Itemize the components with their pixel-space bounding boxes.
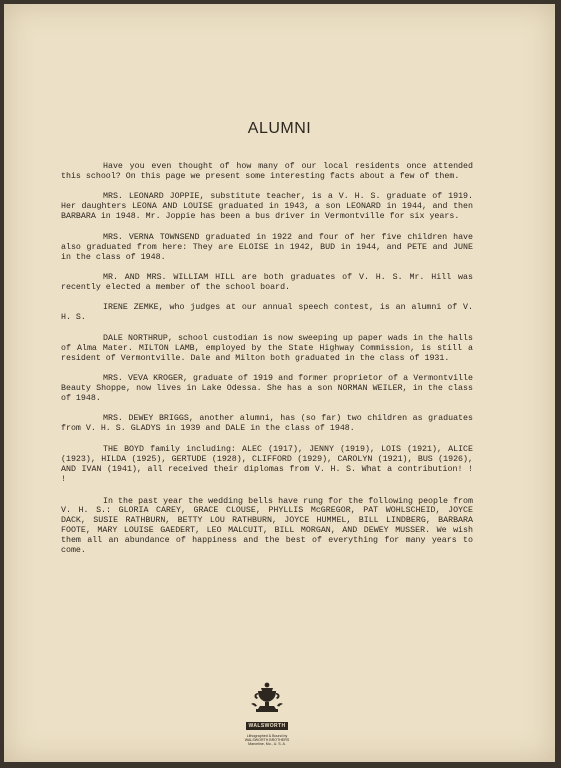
printer-logo bbox=[230, 680, 304, 747]
hill-paragraph: MR. AND MRS. WILLIAM HILL are both graduates of V. H. S. Mr. Hill was recently elected a member of the school board. bbox=[61, 273, 473, 292]
intro-paragraph: Have you even thought of how many of our local residents once attended this school? On this page we present some interesting facts about a few of them. bbox=[61, 162, 473, 181]
page-title: ALUMNI bbox=[247, 120, 312, 137]
weddings-paragraph: In the past year the wedding bells have rung for the following people from V. H. S.: GLORIA CAREY, GRACE CLOUSE, PHYLLIS McGREGOR, PAT WOHLSCHEID, JOYCE DACK, SUSIE RATHBURN, BETTY LOU RATHBURN, JOYCE HUMMEL, BILL LINDBERG, BARBARA FOOTE, MARY LOUISE GAEDERT, LEO MALCUIT, BILL MORGAN, AND DEWEY MUSSER. We wish them all an abundance of happiness and the best of everything for many years to come. bbox=[61, 496, 473, 556]
imprint-line: Marceline, Mo., U. S. A. bbox=[248, 742, 286, 747]
boyd-paragraph: THE BOYD family including: ALEC (1917), JENNY (1919), LOIS (1921), ALICE (1923), HILDA (1925), GERTUDE (1928), CLIFFORD (1929), CAROLYN (1921), BUS (1926), AND IVAN (1941), all received their diplomas from V. H. S. What a contribution! ! ! bbox=[61, 444, 473, 484]
article-body bbox=[61, 162, 473, 567]
printer-badge: WALSWORTH bbox=[246, 722, 289, 730]
kroger-paragraph: MRS. VEVA KROGER, graduate of 1919 and former proprietor of a Vermontville Beauty Shoppe, now lives in Lake Odessa. She has a son NORMAN WEILER, in the class of 1948. bbox=[61, 374, 473, 403]
joppie-paragraph: MRS. LEONARD JOPPIE, substitute teacher, is a V. H. S. graduate of 1919. Her daughters LEONA AND LOUISE graduated in 1943, a son LEONARD in 1944, and then BARBARA in 1948. Mr. Joppie has been a bus driver in Vermontville for six years. bbox=[61, 192, 473, 222]
imprint-line: WALSWORTH BROTHERS bbox=[244, 738, 290, 743]
zemke-paragraph: IRENE ZEMKE, who judges at our annual speech contest, is an alumni of V. H. S. bbox=[61, 303, 473, 323]
northrup-lamb-paragraph: DALE NORTHRUP, school custodian is now sweeping up paper wads in the halls of Alma Mater. MILTON LAMB, employed by the State Highway Commission, is still a resident of Vermontville. Dale and Milton both graduated in the class of 1931. bbox=[61, 333, 473, 363]
printer-imprint bbox=[230, 734, 304, 747]
yearbook-page bbox=[4, 4, 555, 762]
briggs-paragraph: MRS. DEWEY BRIGGS, another alumni, has (so far) two children as graduates from V. H. S. GLADYS in 1939 and DALE in the class of 1948. bbox=[61, 414, 473, 434]
imprint-line: Lithographed & Bound by bbox=[246, 734, 288, 738]
trophy-emblem-icon bbox=[247, 680, 287, 714]
townsend-paragraph: MRS. VERNA TOWNSEND graduated in 1922 and four of her five children have also graduated from here: They are ELOISE in 1942, BUD in 1944, and PETE and JUNE in the class of 1948. bbox=[61, 232, 473, 262]
